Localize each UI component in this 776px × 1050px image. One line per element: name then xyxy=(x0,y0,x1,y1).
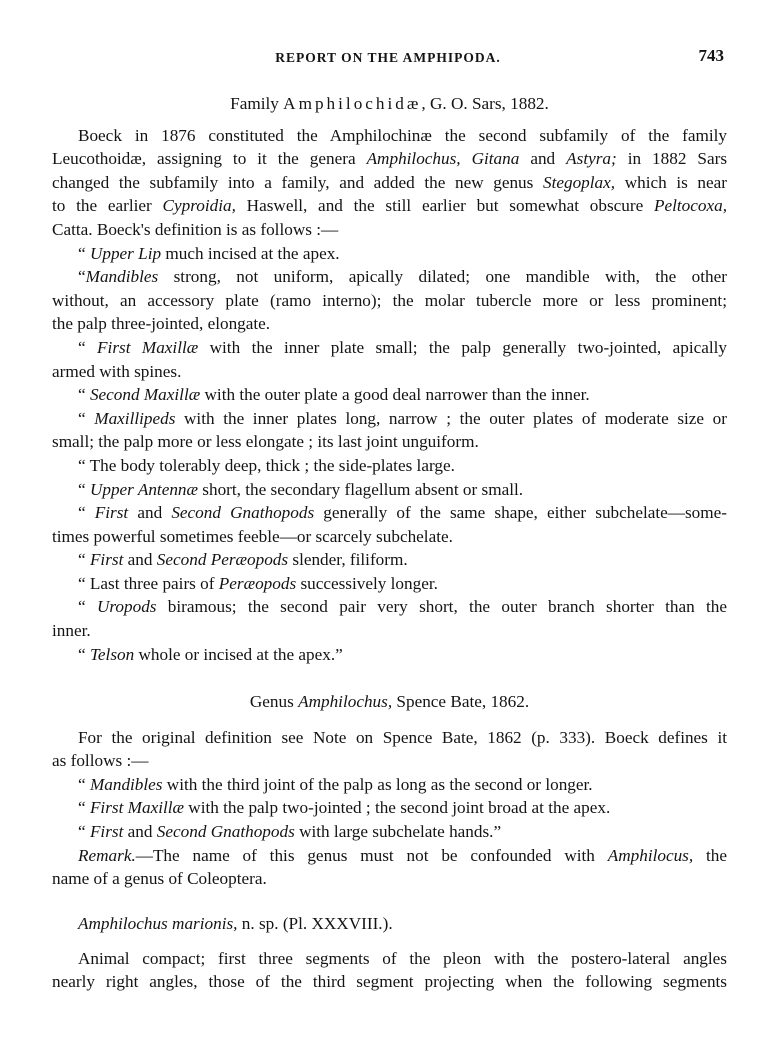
definition-line: the palp three-jointed, elongate. xyxy=(52,314,271,334)
definition-mandibles: “Mandibles strong, not uniform, apically dilated; one mandible with, the other xyxy=(78,267,727,287)
definition-body: “ The body tolerably deep, thick ; the side-plates large. xyxy=(78,455,455,475)
family-name: Amphilochidæ xyxy=(283,94,422,113)
definition-line: times powerful sometimes feeble—or scarcely subchelate. xyxy=(52,526,453,546)
genus-mandibles: “ Mandibles with the third joint of the palp as long as the second or longer. xyxy=(78,774,593,794)
definition-line: without, an accessory plate (ramo interno); the molar tubercle more or less prominent; xyxy=(52,290,727,310)
species-line: nearly right angles, those of the third segment projecting when the following segments xyxy=(52,972,727,992)
definition-line: armed with spines. xyxy=(52,361,182,381)
definition-line: small; the palp more or less elongate ; its last joint unguiform. xyxy=(52,432,479,452)
definition-uropods: “ Uropods biramous; the second pair very short, the outer branch shorter than the xyxy=(78,597,727,617)
definition-line: inner. xyxy=(52,621,91,641)
species-line: Animal compact; first three segments of the pleon with the postero-lateral angles xyxy=(78,948,727,968)
genus-heading: Genus Amphilochus, Spence Bate, 1862. xyxy=(249,692,530,711)
intro-line: changed the subfamily into a family, and added the new genus Stegoplax, which is near xyxy=(52,172,728,192)
genus-line: name of a genus of Coleoptera. xyxy=(52,869,267,889)
genus-line: For the original definition see Note on Spence Bate, 1862 (p. 333). Boeck defines it xyxy=(78,727,727,747)
genus-gnathopods: “ First and Second Gnathopods with large subchelate hands.” xyxy=(78,821,502,841)
definition-last-peraeopods: “ Last three pairs of Peræopods successively longer. xyxy=(78,573,438,593)
page-number: 743 xyxy=(698,46,724,65)
definition-second-maxillae: “ Second Maxillæ with the outer plate a good deal narrower than the inner. xyxy=(78,385,590,405)
family-section xyxy=(52,92,727,666)
definition-first-maxillae: “ First Maxillæ with the inner plate small; the palp generally two-jointed, apically xyxy=(78,337,728,357)
species-heading: Amphilochus marionis, n. sp. (Pl. XXXVIII.). xyxy=(78,914,393,933)
intro-line: Leucothoidæ, assigning to it the genera Amphilochus, Gitana and Astyra; in 1882 Sars xyxy=(52,149,728,169)
genus-remark: Remark.—The name of this genus must not be confounded with Amphilocus, the xyxy=(78,845,727,865)
page-header xyxy=(0,44,776,68)
running-head: REPORT ON THE AMPHIPODA. xyxy=(275,50,501,65)
genus-section xyxy=(52,690,727,891)
family-heading: Family Amphilochidæ, G. O. Sars, 1882. xyxy=(230,94,549,113)
intro-line: to the earlier Cyproidia, Haswell, and the still earlier but somewhat obscure Peltocoxa, xyxy=(52,196,727,216)
species-section xyxy=(52,912,727,994)
definition-upper-antennae: “ Upper Antennæ short, the secondary flagellum absent or small. xyxy=(78,479,524,499)
intro-line: Catta. Boeck's definition is as follows :— xyxy=(52,219,339,239)
definition-telson: “ Telson whole or incised at the apex.” xyxy=(78,644,343,664)
genus-first-maxillae: “ First Maxillæ with the palp two-jointed ; the second joint broad at the apex. xyxy=(78,798,611,818)
definition-peraeopods: “ First and Second Peræopods slender, filiform. xyxy=(78,550,408,570)
definition-upper-lip: “ Upper Lip much incised at the apex. xyxy=(78,243,340,263)
definition-gnathopods: “ First and Second Gnathopods generally of the same shape, either subchelate—some- xyxy=(78,503,727,523)
genus-line: as follows :— xyxy=(52,751,149,771)
intro-line: Boeck in 1876 constituted the Amphilochinæ the second subfamily of the family xyxy=(78,125,727,145)
definition-maxillipeds: “ Maxillipeds with the inner plates long, narrow ; the outer plates of moderate size or xyxy=(78,408,727,428)
